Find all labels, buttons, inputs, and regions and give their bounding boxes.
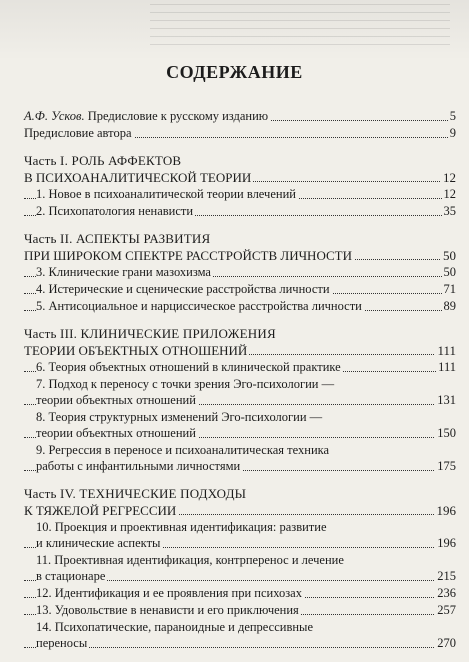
part-heading-line2: В ПСИХОАНАЛИТИЧЕСКОЙ ТЕОРИИ: [24, 170, 252, 185]
toc-entry-chapter-text: [36, 603, 301, 617]
toc-entry-chapter-text: [36, 299, 364, 313]
page-number: 71: [443, 282, 456, 296]
toc-entry-chapter-line: [24, 619, 456, 635]
toc-entry-chapter-text: [36, 426, 198, 440]
page-title: СОДЕРЖАНИЕ: [166, 62, 303, 82]
page-number: 50: [443, 248, 456, 263]
toc-entry-chapter: [24, 535, 456, 552]
toc-entry-chapter-line: [24, 552, 456, 568]
toc-entry-chapter-text: [36, 265, 213, 279]
page-number: 150: [437, 426, 456, 440]
toc-entry-chapter: [24, 203, 456, 220]
part-heading: [24, 153, 456, 169]
toc-entry-chapter-line-text: 7. Подход к переносу с точки зрения Эго-психологии —: [36, 377, 335, 391]
preface-author: А.Ф. Усков.: [24, 109, 85, 123]
part-heading-line2: ПРИ ШИРОКОМ СПЕКТРЕ РАССТРОЙСТВ ЛИЧНОСТИ: [24, 248, 352, 263]
toc-entry-preface-text: [24, 109, 270, 123]
table-of-contents: [24, 108, 456, 652]
page-number: 270: [437, 636, 456, 650]
chapter-title: работы с инфантильными личностями: [36, 459, 241, 473]
part-heading-final: [24, 247, 456, 264]
page-number: 236: [437, 586, 456, 600]
page-number: 9: [449, 126, 456, 140]
part-heading-final-text: [24, 170, 253, 185]
page-number: 131: [437, 393, 456, 407]
toc-entry-chapter-text: [36, 586, 304, 600]
page-number: 175: [437, 459, 456, 473]
toc-entry-chapter-text: [36, 187, 298, 201]
toc-entry-chapter-text: [36, 569, 107, 583]
page-number: 89: [443, 299, 456, 313]
toc-entry-chapter-text: [36, 636, 89, 650]
toc-entry-chapter: [24, 186, 456, 203]
toc-entry-preface-text: [24, 126, 134, 140]
toc-entry-chapter-line: [24, 519, 456, 535]
part-heading: [24, 231, 456, 247]
page-number: 50: [443, 265, 456, 279]
toc-entry-preface: [24, 125, 456, 142]
toc-entry-chapter: [24, 298, 456, 315]
chapter-title: 2. Психопатология ненависти: [36, 204, 194, 218]
toc-entry-chapter-text: [36, 459, 242, 473]
page-number: 196: [436, 503, 456, 518]
chapter-title: 4. Истерические и сценические расстройства личности: [36, 282, 330, 296]
toc-entry-chapter: [24, 264, 456, 281]
chapter-title: и клинические аспекты: [36, 536, 161, 550]
toc-entry-chapter: [24, 392, 456, 409]
part-heading: [24, 486, 456, 502]
toc-entry-chapter-line-text: 11. Проективная идентификация, контрперенос и лечение: [36, 553, 344, 567]
part-heading-line2: ТЕОРИИ ОБЪЕКТНЫХ ОТНОШЕНИЙ: [24, 343, 248, 358]
toc-entry-chapter-line: [24, 409, 456, 425]
toc-entry-chapter: [24, 425, 456, 442]
toc-entry-chapter-text: [36, 393, 198, 407]
page-number: 111: [438, 360, 456, 374]
part-heading-final: [24, 169, 456, 186]
toc-entry-chapter-line-text: 8. Теория структурных изменений Эго-психологии —: [36, 410, 323, 424]
page-number: 5: [449, 109, 456, 123]
toc-entry-chapter: [24, 635, 456, 652]
part-heading-text: Часть II. АСПЕКТЫ РАЗВИТИЯ: [24, 231, 211, 246]
toc-entry-chapter-line-text: 10. Проекция и проективная идентификация: развитие: [36, 520, 327, 534]
page-number: 257: [437, 603, 456, 617]
toc-entry-chapter-text: [36, 360, 343, 374]
page-number: 196: [437, 536, 456, 550]
page-number: 12: [443, 187, 456, 201]
part-heading-text: Часть I. РОЛЬ АФФЕКТОВ: [24, 153, 182, 168]
part-heading-line2: К ТЯЖЕЛОЙ РЕГРЕССИИ: [24, 503, 177, 518]
chapter-title: 12. Идентификация и ее проявления при психозах: [36, 586, 302, 600]
page-number: 215: [437, 569, 456, 583]
toc-entry-chapter: [24, 359, 456, 376]
chapter-title: теории объектных отношений: [36, 426, 196, 440]
preface-title: Предисловие к русскому изданию: [87, 109, 269, 123]
part-heading-final: [24, 342, 456, 359]
part-heading-final-text: [24, 343, 249, 358]
toc-entry-chapter: [24, 585, 456, 602]
toc-entry-chapter-text: [36, 282, 332, 296]
part-heading-text: Часть III. КЛИНИЧЕСКИЕ ПРИЛОЖЕНИЯ: [24, 326, 276, 341]
preface-title: Предисловие автора: [24, 126, 132, 140]
page-number: 35: [443, 204, 456, 218]
chapter-title: переносы: [36, 636, 88, 650]
chapter-title: 5. Антисоциальное и нарциссическое расстройства личности: [36, 299, 362, 313]
toc-entry-chapter: [24, 458, 456, 475]
toc-entry-chapter-line-text: 9. Регрессия в переносе и психоаналитическая техника: [36, 443, 330, 457]
chapter-title: 6. Теория объектных отношений в клинической практике: [36, 360, 341, 374]
toc-entry-chapter-line: [24, 442, 456, 458]
toc-entry-chapter-line-text: 14. Психопатические, параноидные и депрессивные: [36, 620, 313, 634]
part-heading-final-text: [24, 248, 354, 263]
page-number: 111: [437, 343, 456, 358]
part-heading-final-text: [24, 503, 178, 518]
chapter-title: в стационаре: [36, 569, 106, 583]
chapter-title: 13. Удовольствие в ненависти и его приключения: [36, 603, 299, 617]
toc-entry-chapter: [24, 602, 456, 619]
toc-entry-chapter-text: [36, 204, 195, 218]
toc-entry-chapter: [24, 568, 456, 585]
part-heading: [24, 326, 456, 342]
chapter-title: 3. Клинические грани мазохизма: [36, 265, 211, 279]
toc-entry-chapter-text: [36, 536, 162, 550]
toc-entry-preface: [24, 108, 456, 125]
chapter-title: теории объектных отношений: [36, 393, 196, 407]
part-heading-text: Часть IV. ТЕХНИЧЕСКИЕ ПОДХОДЫ: [24, 486, 247, 501]
part-heading-final: [24, 502, 456, 519]
toc-entry-chapter-line: [24, 376, 456, 392]
chapter-title: 1. Новое в психоаналитической теории влечений: [36, 187, 296, 201]
toc-entry-chapter: [24, 281, 456, 298]
page-number: 12: [443, 170, 456, 185]
